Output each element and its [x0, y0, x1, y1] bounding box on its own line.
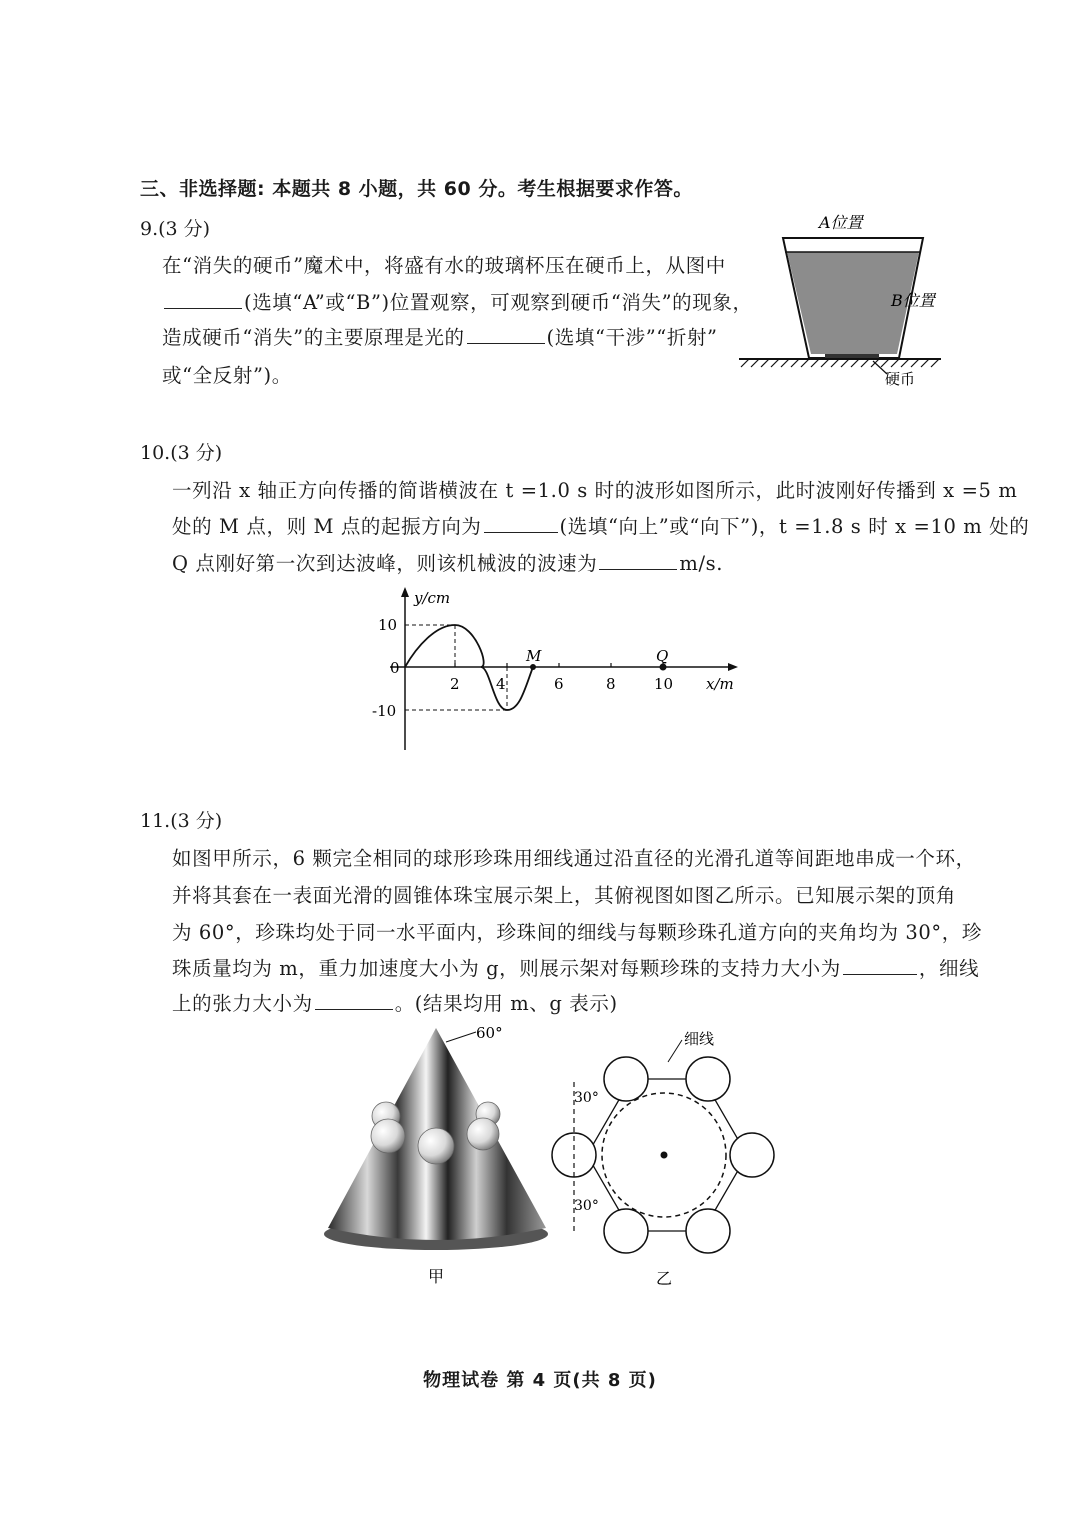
apex-angle-label: 60° — [476, 1024, 503, 1042]
question-11-line-3: 为 60°，珍珠均处于同一水平面内，珍珠间的细线与每颗珍珠孔道方向的夹角均为 30°，珍 — [172, 921, 982, 944]
x-tick: 2 — [450, 675, 460, 693]
answer-blank[interactable] — [599, 549, 677, 570]
question-11-line-5 — [172, 988, 618, 1016]
question-11-number: 11.(3 分) — [140, 810, 223, 832]
question-10-line-3-text-a: Q 点刚好第一次到达波峰，则该机械波的波速为 — [172, 552, 598, 575]
question-9-line-3-text-b: (选填“干涉”“折射” — [546, 326, 718, 349]
question-10-line-3 — [172, 548, 723, 576]
question-9-line-3 — [162, 322, 718, 350]
question-11-line-1: 如图甲所示，6 颗完全相同的球形珍珠用细线通过沿直径的光滑孔道等间距地串成一个环， — [172, 847, 976, 870]
y-tick: 10 — [378, 616, 398, 634]
ground-hatch — [741, 359, 939, 367]
cone-figure — [318, 1020, 558, 1290]
question-10-line-2-text-b: (选填“向上”或“向下”)，t =1.8 s 时 x =10 m 处的 — [559, 515, 1030, 538]
question-10-line-2-text-a: 处的 M 点，则 M 点的起振方向为 — [172, 515, 482, 538]
question-11-line-4-text-b: ，细线 — [918, 957, 980, 980]
question-9-number: 9.(3 分) — [140, 218, 211, 240]
x-tick: 10 — [654, 675, 674, 693]
question-9-line-2-text: (选填“A”或“B”)位置观察，可观察到硬币“消失”的现象， — [244, 291, 753, 314]
y-tick: 0 — [390, 659, 400, 677]
figure-caption-jia: 甲 — [428, 1267, 445, 1286]
x-tick: 8 — [606, 675, 616, 693]
x-axis-label: x/m — [706, 675, 734, 693]
figure-caption-yi: 乙 — [656, 1269, 673, 1288]
question-9-line-4: 或“全反射”)。 — [162, 364, 292, 387]
center-point — [661, 1152, 668, 1159]
question-11-line-4-text-a: 珠质量均为 m，重力加速度大小为 g，则展示架对每颗珍珠的支持力大小为 — [172, 957, 841, 980]
thread-label: 细线 — [684, 1030, 715, 1048]
angle-label-top: 30° — [574, 1090, 599, 1106]
x-tick: 4 — [496, 675, 506, 693]
pearl — [371, 1119, 405, 1153]
answer-blank[interactable] — [484, 512, 558, 533]
glass-coin-figure — [735, 208, 955, 388]
answer-blank[interactable] — [843, 954, 917, 975]
pearl — [604, 1057, 648, 1101]
pearl — [730, 1133, 774, 1177]
question-10-line-2 — [172, 511, 1029, 539]
y-axis-label: y/cm — [414, 589, 451, 607]
question-11-line-2: 并将其套在一表面光滑的圆锥体珠宝展示架上，其俯视图如图乙所示。已知展示架的顶角 — [172, 884, 956, 907]
pearl — [418, 1128, 454, 1164]
x-tick: 6 — [554, 675, 564, 693]
y-tick: -10 — [372, 702, 397, 720]
question-11-line-4 — [172, 953, 979, 981]
wave-graph — [370, 585, 750, 755]
answer-blank[interactable] — [467, 323, 545, 344]
question-9-line-1: 在“消失的硬币”魔术中，将盛有水的玻璃杯压在硬币上，从图中 — [162, 254, 726, 277]
pearl — [467, 1118, 499, 1150]
answer-blank[interactable] — [315, 989, 393, 1010]
answer-blank[interactable] — [164, 288, 242, 309]
question-10-line-3-text-b: m/s. — [679, 552, 724, 575]
top-view-figure — [548, 1022, 788, 1292]
question-10-number: 10.(3 分) — [140, 442, 223, 464]
position-a-label: A位置 — [819, 213, 863, 232]
question-11-line-5-text-a: 上的张力大小为 — [172, 992, 313, 1015]
question-11-line-5-text-b: 。(结果均用 m、g 表示) — [394, 992, 618, 1015]
pearl — [686, 1209, 730, 1253]
section-title: 三、非选择题: 本题共 8 小题，共 60 分。考生根据要求作答。 — [140, 178, 693, 200]
question-9-line-2 — [162, 287, 753, 315]
page-footer: 物理试卷 第 4 页(共 8 页) — [423, 1370, 657, 1391]
question-10-line-1: 一列沿 x 轴正方向传播的简谐横波在 t =1.0 s 时的波形如图所示，此时波刚好传播到 x =5 m — [172, 479, 1018, 502]
point-m-label: M — [526, 647, 542, 665]
point-q-label: Q — [656, 647, 669, 665]
question-9-line-3-text-a: 造成硬币“消失”的主要原理是光的 — [162, 326, 465, 349]
angle-label-bottom: 30° — [574, 1198, 599, 1214]
coin-label: 硬币 — [885, 370, 916, 388]
pearl — [686, 1057, 730, 1101]
position-b-label: B位置 — [891, 291, 935, 310]
pearl — [604, 1209, 648, 1253]
